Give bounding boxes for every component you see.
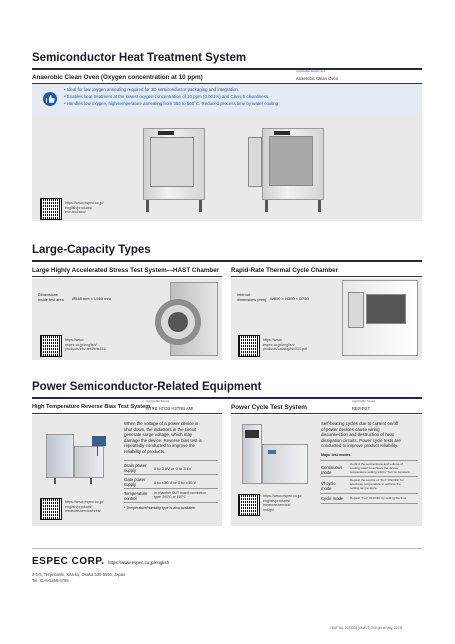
thermal-dim-value: W800 × H300 × D750 xyxy=(270,296,309,301)
section-title-large-capacity: Large-Capacity Types xyxy=(32,244,151,256)
htrb-description: When the voltage of a power device is shut down, the inductors in the circuit generate surge voltage, which may damage the device. Reverse bias test is repeatedly conducted to improve the reliability of products. xyxy=(124,421,202,454)
qr-code xyxy=(40,198,62,220)
subtitle-rule xyxy=(32,413,222,414)
footer-rule xyxy=(32,548,422,549)
table-divider xyxy=(124,460,218,461)
qr-code xyxy=(238,494,260,516)
thumbs-up-icon xyxy=(43,92,57,106)
table-divider xyxy=(321,503,418,504)
major-test-modes-label: Major test modes xyxy=(321,453,351,457)
thermal-url[interactable]: https://www. espec.co.jp/english/ products/catalog/tsc031.pdf xyxy=(263,338,307,352)
equipment-label: Applicable Equipment xyxy=(296,69,326,73)
subtitle-power-cycle: Power Cycle Test System xyxy=(231,404,307,411)
table-divider xyxy=(124,488,218,489)
series-value: RBS-PST xyxy=(352,406,371,411)
subtitle-rule xyxy=(231,413,422,414)
qr-code xyxy=(40,335,62,357)
feature-bullet-1: • Ideal for low oxygen annealing required for 3D semiconductor packaging and integration. xyxy=(64,87,240,92)
section-rule xyxy=(32,260,422,262)
hast-dim-value: Ø548 mm × L560 mm xyxy=(72,296,111,301)
htrb-footnote: * Temperature/humidity type is also available. xyxy=(124,506,197,510)
table-divider xyxy=(321,493,418,494)
power-cycle-description: Self-heating cycles due to current on/off of power devices cause wiring disconnection and destruction of heat dissipation circuits. Power cycle tests are conducted to improve product reliability. xyxy=(321,421,401,449)
hast-dim-label: Dimensions inside test area xyxy=(38,293,64,302)
row-value-gate: 0 to ±30 V or 0 to ±35 V xyxy=(154,480,197,485)
table-divider xyxy=(124,502,218,503)
espec-logo: ESPEC CORP. xyxy=(32,556,105,567)
table-divider xyxy=(321,460,418,461)
row-label-temperature: Temperature control xyxy=(124,491,148,501)
mode-value-continuous: Control the temperature and volume of cooling water to achieve the device temperature setting within "Ton" to constant. xyxy=(350,462,411,475)
thermal-dim-label: Internal dimensions (mm) xyxy=(237,293,267,302)
power-cycle-url[interactable]: https://www.espec.co.jp/ english/products/ measure-service/ hst-gb/ xyxy=(263,494,302,512)
row-value-temperature: In-chamber DUT board connection type: 200°C or 150°C xyxy=(154,491,206,500)
htrb-url[interactable]: https://www.espec.co.jp/ english/products/ measure-service/hrbs/ xyxy=(65,500,104,514)
catalog-number: LEAF No. 2023003 (4M/E/T) 200 (as of May, 2023) xyxy=(330,626,403,630)
table-divider xyxy=(124,474,218,475)
section-title-heat-treatment: Semiconductor Heat Treatment System xyxy=(32,52,247,64)
product-url[interactable]: https://www.espec.co.jp/ english/products/ env-test/aco/ xyxy=(65,201,104,215)
mode-label-vf-cycle: Vf cycle mode xyxy=(321,481,336,491)
feature-bullet-3: • Handles low oxygen, high-temperature annealing from 350 to 500°C. Reduced process time by water cooling. xyxy=(64,101,280,106)
mode-label-continuous: Continuous mode xyxy=(321,465,343,475)
subtitle-htrb: High Temperature Reverse Bias Test System xyxy=(32,404,151,410)
section-rule xyxy=(32,68,422,70)
subtitle-anaerobic-oven: Anaerobic Clean Oven (Oxygen concentration at 10 ppm) xyxy=(32,74,203,81)
qr-code xyxy=(40,498,62,520)
footer-url[interactable]: https://www.espec.co.jp/english xyxy=(108,560,170,565)
hast-url[interactable]: https://www. espec.co.jp/english/ products/env-test/ehs431/ xyxy=(65,338,107,352)
equipment-value: Anaerobic Clean Oven xyxy=(296,76,339,81)
subtitle-hast-chamber: Large Highly Accelerated Stress Test System—HAST Chamber xyxy=(32,267,220,274)
qr-code xyxy=(238,335,260,357)
row-label-drain: Drain power supply xyxy=(124,463,147,473)
row-label-gate: Gate power supply xyxy=(124,477,146,487)
footer-address: 3-5-6, Tenjinbashi, Kita-ku, Osaka 530-8550, Japan Tel: 81-6-6358-4785 xyxy=(32,572,126,583)
feature-bullet-2: • Enables heat treatment at the lowest oxygen concentration of 10 ppm (0.001%) and Class 5 cleanliness. xyxy=(64,94,270,99)
mode-value-vf-cycle: Repeat the control of "Ton" ON/OFF for specimen temperature to achieve the setting temperature. xyxy=(350,478,404,491)
series-value: HTRB HTGB H3TRB AMI xyxy=(146,406,194,411)
subtitle-thermal-cycle: Rapid-Rate Thermal Cycle Chamber xyxy=(231,267,339,274)
mode-label-cycle: Cycle mode xyxy=(321,496,344,501)
mode-value-cycle: Repeat "Ton" ON/OFF by setting the time. xyxy=(350,496,408,500)
subtitle-rule xyxy=(231,276,422,277)
series-label: Applicable Series xyxy=(352,399,376,403)
section-title-power-semiconductor: Power Semiconductor-Related Equipment xyxy=(32,381,262,393)
subtitle-rule xyxy=(32,276,222,277)
series-label: Applicable Series xyxy=(146,399,170,403)
table-divider xyxy=(321,476,418,477)
row-value-drain: 0 to 3 kV or 0 to 3 kV xyxy=(154,466,192,471)
